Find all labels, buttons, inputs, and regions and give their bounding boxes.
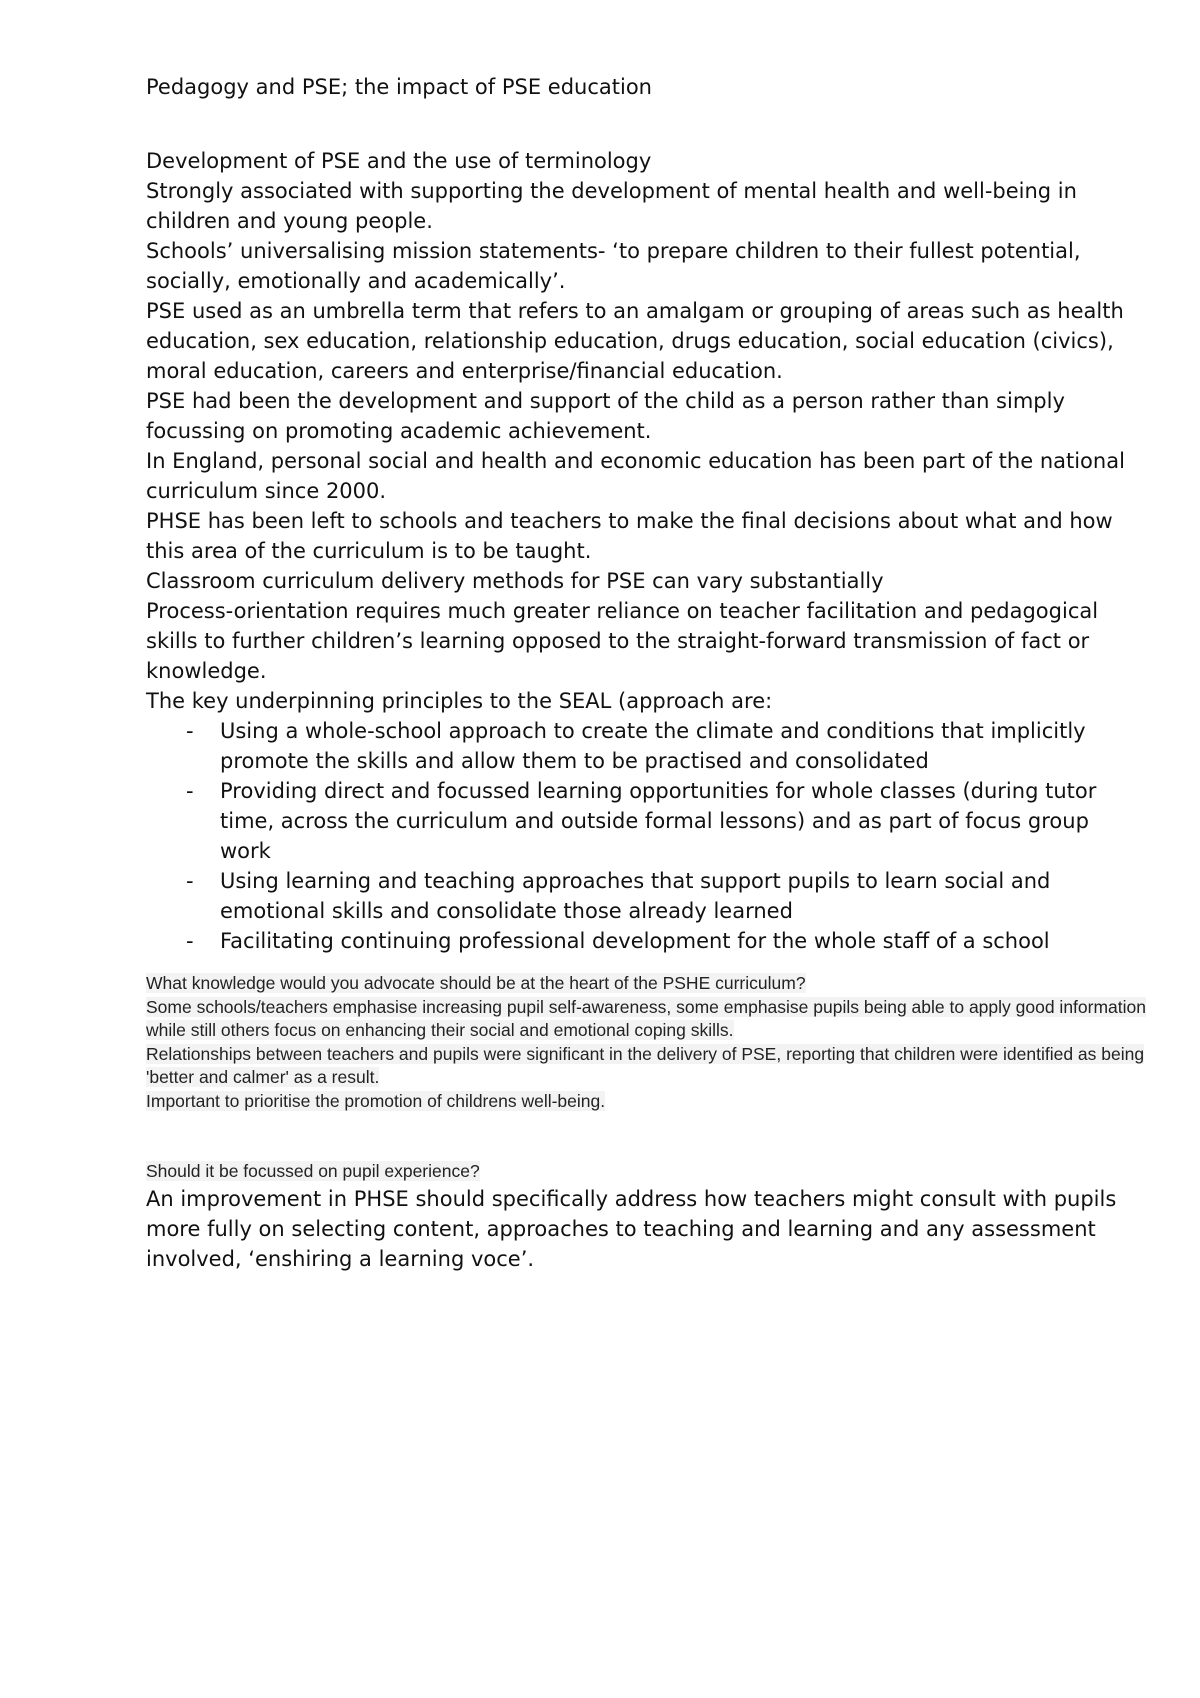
question-section-2	[146, 1160, 1146, 1274]
answer-line	[146, 1043, 1146, 1090]
paragraph: Strongly associated with supporting the development of mental health and well-being in children and young people.	[146, 179, 1077, 233]
bullet-marker: -	[186, 869, 194, 893]
question-prompt-text: What knowledge would you advocate should be at the heart of the PSHE curriculum?	[146, 973, 806, 993]
answer-line	[146, 996, 1146, 1043]
list-item	[146, 776, 1146, 866]
question-section-1	[146, 972, 1146, 1113]
answer-paragraph: An improvement in PHSE should specifically address how teachers might consult with pupils more fully on selecting content, approaches to teaching and learning and any assessment involved, ‘enshiring a learning voce’.	[146, 1186, 1117, 1271]
document-title: Pedagogy and PSE; the impact of PSE education	[146, 75, 652, 99]
spacer	[146, 1113, 1146, 1160]
paragraph: The key underpinning principles to the SEAL (approach are:	[146, 689, 773, 713]
list-item	[146, 866, 1146, 926]
list-item-text: Using learning and teaching approaches that support pupils to learn social and emotional skills and consolidate those already learned	[220, 869, 1051, 923]
paragraph: Schools’ universalising mission statements- ‘to prepare children to their fullest potential, socially, emotionally and academically’.	[146, 239, 1081, 293]
paragraph: Process-orientation requires much greater reliance on teacher facilitation and pedagogical skills to further children’s learning opposed to the straight-forward transmission of fact or knowledge.	[146, 599, 1099, 683]
question-prompt-text: Should it be focussed on pupil experience?	[146, 1161, 480, 1181]
seal-principles-list	[146, 716, 1146, 956]
paragraph: Classroom curriculum delivery methods for PSE can vary substantially	[146, 569, 884, 593]
answer-line-text: Important to prioritise the promotion of childrens well-being.	[146, 1090, 606, 1111]
bullet-marker: -	[186, 779, 194, 803]
bullet-marker: -	[186, 719, 194, 743]
list-item	[146, 716, 1146, 776]
question-prompt	[146, 1160, 1146, 1184]
paragraph: PSE had been the development and support of the child as a person rather than simply focussing on promoting academic achievement.	[146, 389, 1065, 443]
question-prompt	[146, 972, 1146, 996]
answer-line-text: Some schools/teachers emphasise increasing pupil self-awareness, some emphasise pupils being able to apply good information while still others focus on enhancing their social and emotional coping skills.	[146, 996, 1147, 1040]
paragraph: PHSE has been left to schools and teachers to make the final decisions about what and how this area of the curriculum is to be taught.	[146, 509, 1113, 563]
list-item-text: Using a whole-school approach to create the climate and conditions that implicitly promote the skills and allow them to be practised and consolidated	[220, 719, 1086, 773]
document-page	[146, 62, 1146, 1274]
list-item-text: Facilitating continuing professional development for the whole staff of a school	[220, 929, 1050, 953]
paragraph: PSE used as an umbrella term that refers to an amalgam or grouping of areas such as health education, sex education, relationship education, drugs education, social education (civics), moral education, careers and enterprise/financial education.	[146, 299, 1124, 383]
section-heading: Development of PSE and the use of terminology	[146, 149, 652, 173]
list-item-text: Providing direct and focussed learning opportunities for whole classes (during tutor time, across the curriculum and outside formal lessons) and as part of focus group work	[220, 779, 1097, 863]
paragraph: In England, personal social and health and economic education has been part of the national curriculum since 2000.	[146, 449, 1125, 503]
answer-line	[146, 1090, 1146, 1114]
answer-line-text: Relationships between teachers and pupils were significant in the delivery of PSE, reporting that children were identified as being 'better and calmer' as a result.	[146, 1043, 1145, 1087]
bullet-marker: -	[186, 929, 194, 953]
list-item	[146, 926, 1146, 956]
